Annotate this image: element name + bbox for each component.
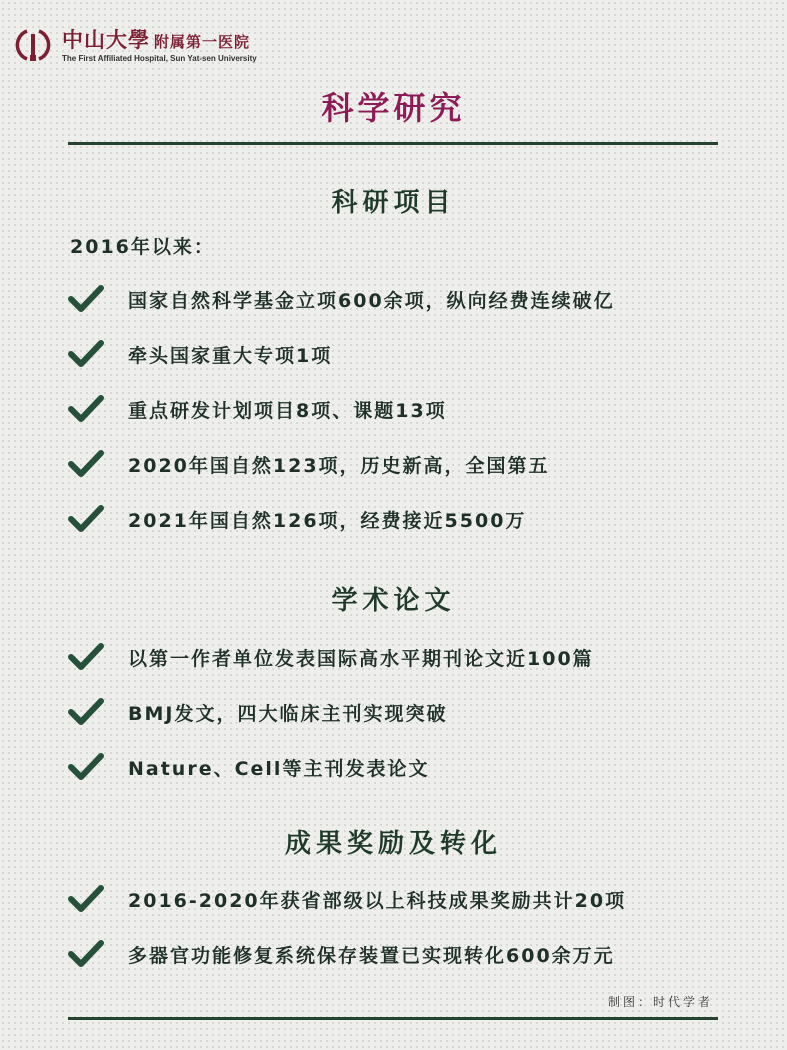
check-icon bbox=[68, 642, 104, 672]
list-item-text: Nature、Cell等主刊发表论文 bbox=[128, 758, 430, 780]
list-item-text: 2016-2020年获省部级以上科技成果奖励共计20项 bbox=[128, 890, 627, 912]
check-icon bbox=[68, 284, 104, 314]
logo-hospital-name: 附属第一医院 bbox=[154, 33, 251, 51]
logo-english-name: The First Affiliated Hospital, Sun Yat-sen University bbox=[62, 54, 257, 63]
list-item-text: 2020年国自然123项，历史新高，全国第五 bbox=[128, 455, 550, 477]
check-icon bbox=[68, 752, 104, 782]
check-icon bbox=[68, 884, 104, 914]
research-intro: 2016年以来： bbox=[70, 236, 215, 258]
top-divider bbox=[68, 142, 718, 145]
list-item bbox=[68, 695, 728, 735]
list-item bbox=[68, 337, 728, 377]
check-icon bbox=[68, 939, 104, 969]
list-item bbox=[68, 937, 728, 977]
list-item-text: 牵头国家重大专项1项 bbox=[128, 345, 333, 367]
section-title-papers: 学术论文 bbox=[331, 586, 456, 616]
section-title-awards: 成果奖励及转化 bbox=[284, 829, 502, 859]
list-item bbox=[68, 502, 728, 542]
list-item-text: BMJ发文，四大临床主刊实现突破 bbox=[128, 703, 448, 725]
list-item bbox=[68, 392, 728, 432]
list-item-text: 国家自然科学基金立项600余项，纵向经费连续破亿 bbox=[128, 290, 615, 312]
list-item-text: 多器官功能修复系统保存装置已实现转化600余万元 bbox=[128, 945, 615, 967]
check-icon bbox=[68, 394, 104, 424]
hospital-logo bbox=[10, 22, 280, 68]
section-title-research: 科研项目 bbox=[331, 188, 456, 218]
list-item-text: 重点研发计划项目8项、课题13项 bbox=[128, 400, 447, 422]
logo-university-name: 中山大學 bbox=[62, 28, 150, 52]
check-icon bbox=[68, 449, 104, 479]
logo-chinese-name bbox=[62, 24, 250, 54]
check-icon bbox=[68, 697, 104, 727]
check-icon bbox=[68, 504, 104, 534]
list-item-text: 以第一作者单位发表国际高水平期刊论文近100篇 bbox=[128, 648, 594, 670]
check-icon bbox=[68, 339, 104, 369]
page-title: 科学研究 bbox=[321, 89, 466, 127]
image-credit: 制图：时代学者 bbox=[607, 995, 713, 1009]
bottom-divider bbox=[68, 1017, 718, 1020]
university-logo-icon bbox=[13, 25, 53, 65]
list-item bbox=[68, 447, 728, 487]
list-item bbox=[68, 282, 728, 322]
list-item-text: 2021年国自然126项，经费接近5500万 bbox=[128, 510, 527, 532]
list-item bbox=[68, 640, 728, 680]
list-item bbox=[68, 882, 728, 922]
list-item bbox=[68, 750, 728, 790]
